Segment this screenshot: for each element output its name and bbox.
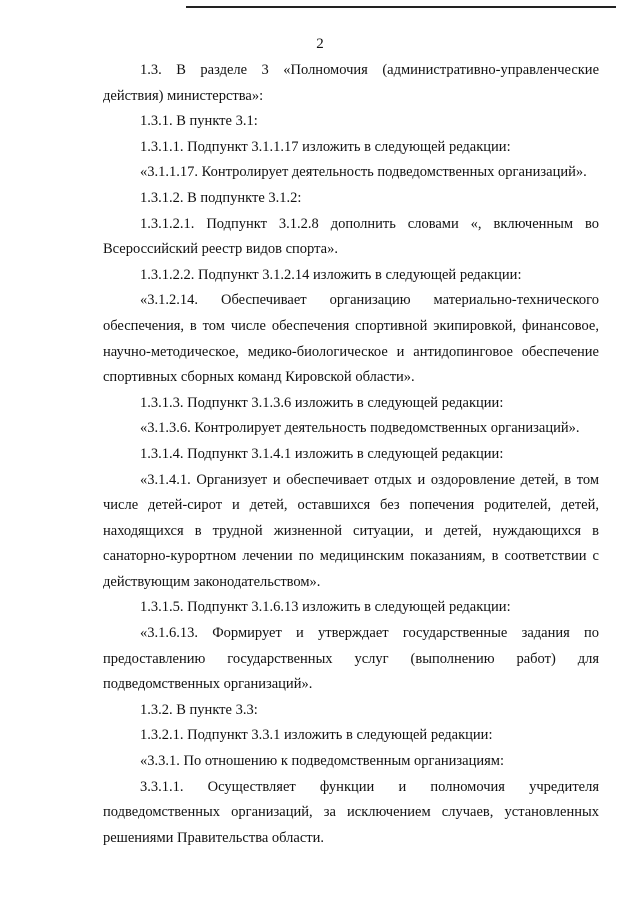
paragraph-1-3-1-3: 1.3.1.3. Подпункт 3.1.3.6 изложить в следующей редакции: (140, 394, 504, 411)
document-body (103, 58, 599, 851)
paragraph-1-3-1-1: 1.3.1.1. Подпункт 3.1.1.17 изложить в следующей редакции: (140, 138, 511, 155)
quote-3-1-1-17: «3.1.1.17. Контролирует деятельность подведомственных организаций». (140, 164, 587, 181)
paragraph-1-3-2: 1.3.2. В пункте 3.3: (140, 701, 258, 718)
paragraph-1-3-1-2: 1.3.1.2. В подпункте 3.1.2: (140, 189, 302, 206)
paragraph-1-3-1-2-2: 1.3.1.2.2. Подпункт 3.1.2.14 изложить в следующей редакции: (140, 266, 522, 283)
quote-3-1-3-6: «3.1.3.6. Контролирует деятельность подведомственных организаций». (140, 420, 580, 437)
quote-3-3-1: «3.3.1. По отношению к подведомственным организациям: (140, 753, 504, 770)
paragraph-1-3-1-5: 1.3.1.5. Подпункт 3.1.6.13 изложить в следующей редакции: (140, 599, 511, 616)
page-number: 2 (316, 36, 324, 52)
top-rule-line (186, 6, 616, 8)
quote-3-1-2-14: «3.1.2.14. Обеспечивает организацию материально-технического обеспечения, в том числе обеспечения спортивной экипировкой, финансовое, научно-методическое, медико-биологическое и антидопинговое обеспечение спортивных сборных команд Кировской области». (103, 292, 599, 386)
paragraph-1-3-1-4: 1.3.1.4. Подпункт 3.1.4.1 изложить в следующей редакции: (140, 445, 504, 462)
paragraph-3-3-1-1: 3.3.1.1. Осуществляет функции и полномочия учредителя подведомственных организаций, за исключением случаев, установленных решениями Правительства области. (103, 778, 599, 846)
paragraph-1-3-1: 1.3.1. В пункте 3.1: (140, 113, 258, 130)
paragraph-1-3-2-1: 1.3.2.1. Подпункт 3.3.1 изложить в следующей редакции: (140, 727, 493, 744)
paragraph-1-3: 1.3. В разделе 3 «Полномочия (административно-управленческие действия) министерства»: (103, 62, 599, 104)
quote-3-1-6-13: «3.1.6.13. Формирует и утверждает государственные задания по предоставлению государственных услуг (выполнению работ) для подведомственных организаций». (103, 625, 599, 693)
quote-3-1-4-1: «3.1.4.1. Организует и обеспечивает отдых и оздоровление детей, в том числе детей-сирот и детей, оставшихся без попечения родителей, детей, находящихся в трудной жизненной ситуации, и детей, нуждающихся в санаторно-курортном лечении по медицинским показаниям, в соответствии с действующим законодательством». (103, 471, 599, 590)
paragraph-1-3-1-2-1: 1.3.1.2.1. Подпункт 3.1.2.8 дополнить словами «, включенным во Всероссийский реестр видов спорта». (103, 215, 599, 258)
